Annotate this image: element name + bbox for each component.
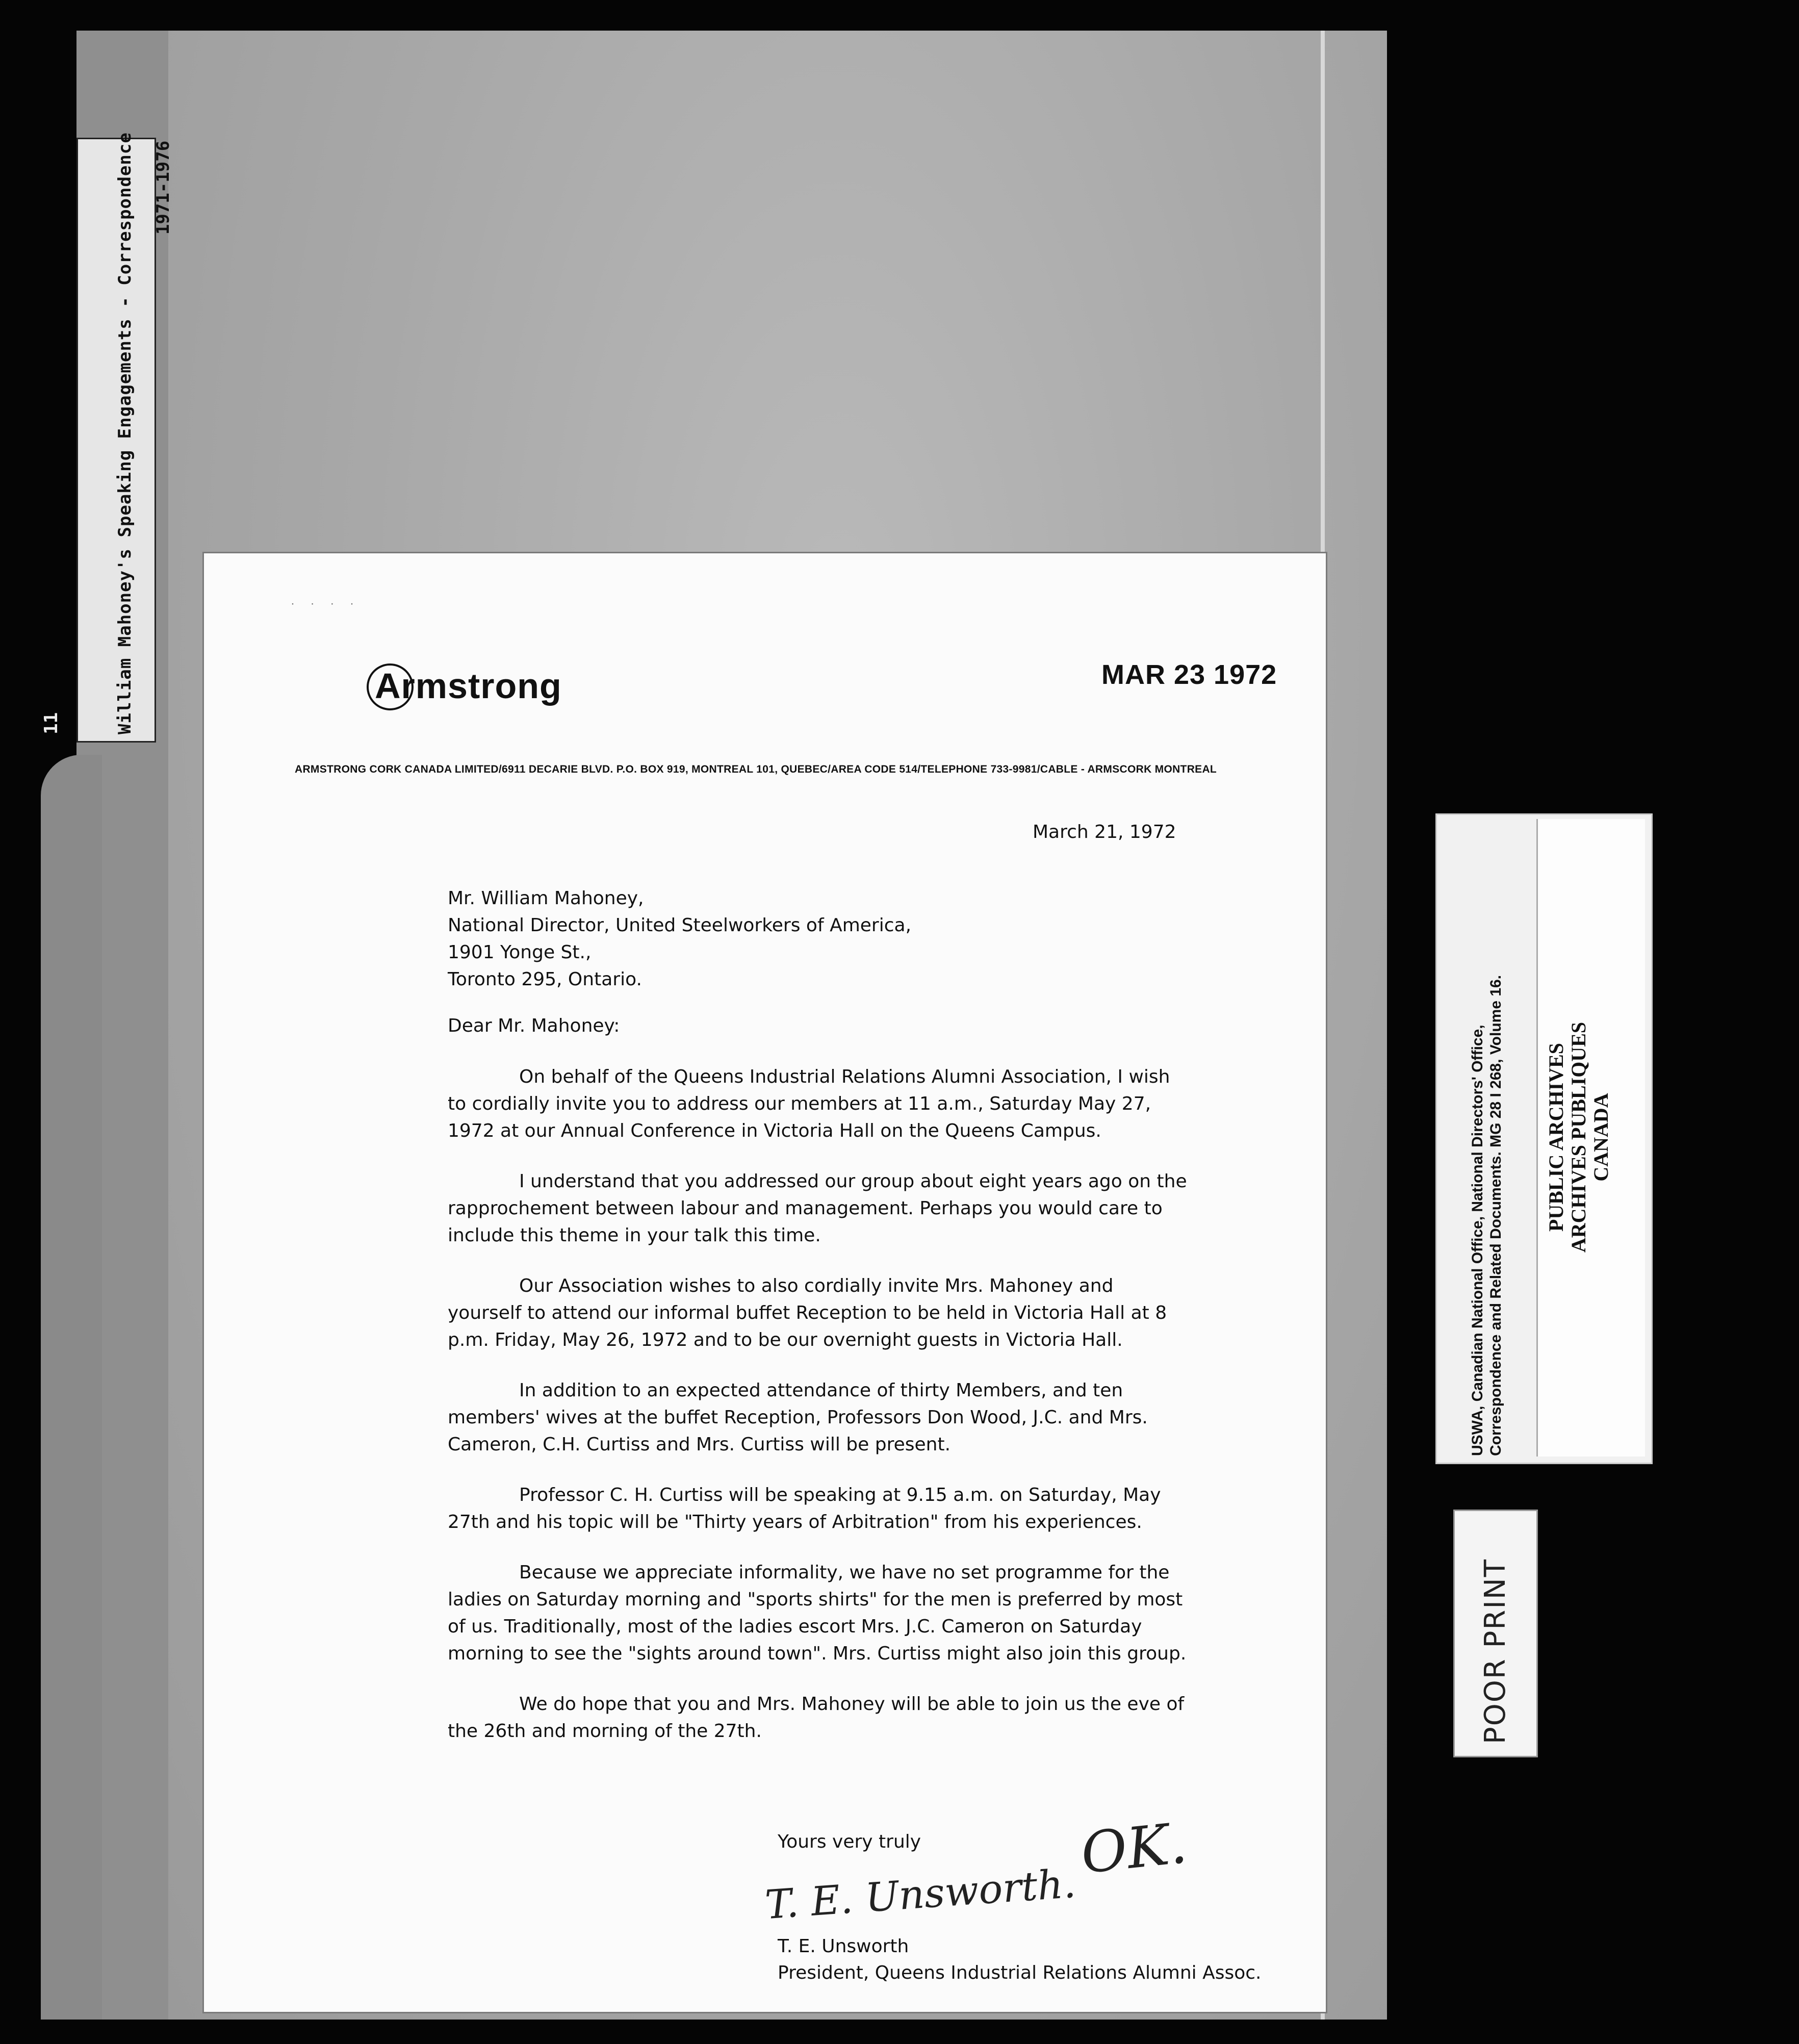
letter-body	[448, 1063, 1187, 1768]
paragraph: On behalf of the Queens Industrial Relations Alumni Association, I wish to cordially invite you to address our members at 11 a.m., Saturday May 27, 1972 at our Annual Conference in Victoria Hall on the Queens Campus.	[448, 1066, 1170, 1141]
paragraph: I understand that you addressed our group about eight years ago on the rapprochement between labour and management. Perhaps you would care to include this theme in your talk this time.	[448, 1171, 1187, 1246]
paragraph: Our Association wishes to also cordially invite Mrs. Mahoney and yourself to attend our informal buffet Reception to be held in Victoria Hall at 8 p.m. Friday, May 26, 1972 and to be our overnight guests in Victoria Hall.	[448, 1275, 1167, 1350]
reference-line: USWA, Canadian National Office, National Directors' Office,	[1469, 1025, 1486, 1456]
folder-tab-title: William Mahoney's Speaking Engagements - Correspondence	[115, 132, 135, 734]
paragraph: Professor C. H. Curtiss will be speaking at 9.15 a.m. on Saturday, May 27th and his topic will be "Thirty years of Arbitration" from his experiences.	[448, 1485, 1161, 1532]
handwritten-signature: T. E. Unsworth.	[763, 1860, 1077, 1929]
recipient-address	[448, 885, 911, 993]
letterhead-address: ARMSTRONG CORK CANADA LIMITED/6911 DECARIE BLVD. P.O. BOX 919, MONTREAL 101, QUEBEC/AREA CODE 514/TELEPHONE 733-9981/CABLE - ARMSCORK MONTREAL	[295, 763, 1217, 775]
paragraph: We do hope that you and Mrs. Mahoney will be able to join us the eve of the 26th and morning of the 27th.	[448, 1694, 1185, 1742]
reference-line: Correspondence and Related Documents. MG 28 I 268, Volume 16.	[1487, 975, 1504, 1456]
armstrong-logo	[375, 666, 562, 706]
closing: Yours very truly	[778, 1831, 921, 1852]
punch-marks: · · · ·	[291, 597, 360, 610]
logo-circle-icon	[367, 663, 414, 710]
stamp-line: PUBLIC ARCHIVES	[1545, 1042, 1567, 1232]
folder-tab-notch	[41, 755, 102, 2020]
letter-page	[204, 553, 1326, 2012]
public-archives-stamp	[1545, 979, 1612, 1295]
address-line: Toronto 295, Ontario.	[448, 969, 642, 990]
archive-reference	[1469, 975, 1505, 1456]
paragraph: In addition to an expected attendance of thirty Members, and ten members' wives at the buffet Reception, Professors Don Wood, J.C. and Mrs. Cameron, C.H. Curtiss and Mrs. Curtiss will be present.	[448, 1380, 1148, 1455]
archive-reference-slip	[1435, 813, 1653, 1464]
signer-name: T. E. Unsworth	[778, 1936, 909, 1957]
stamp-line: CANADA	[1589, 1093, 1612, 1182]
address-line: Mr. William Mahoney,	[448, 888, 644, 909]
folder-tab-years: 1971-1976	[153, 140, 173, 235]
poor-print-text: POOR PRINT	[1479, 1558, 1512, 1744]
paragraph: Because we appreciate informality, we have no set programme for the ladies on Saturday morning and "sports shirts" for the men is preferred by most of us. Traditionally, most of the ladies escort Mrs. J.C. Cameron on Saturday morning to see the "sights around town". Mrs. Curtiss might also join this group.	[448, 1562, 1187, 1664]
address-line: 1901 Yonge St.,	[448, 942, 592, 963]
received-date-stamp: MAR 23 1972	[1101, 659, 1277, 690]
handwritten-ok-note: OK.	[1077, 1810, 1190, 1886]
address-line: National Director, United Steelworkers of America,	[448, 915, 912, 936]
stamp-line: ARCHIVES PUBLIQUES	[1567, 1021, 1590, 1253]
logo-text: Armstrong	[375, 666, 562, 706]
signer-title: President, Queens Industrial Relations Alumni Assoc.	[778, 1962, 1262, 1983]
folder-tab-index: 11	[41, 712, 62, 734]
letter-date: March 21, 1972	[1033, 822, 1176, 842]
salutation: Dear Mr. Mahoney:	[448, 1015, 620, 1036]
